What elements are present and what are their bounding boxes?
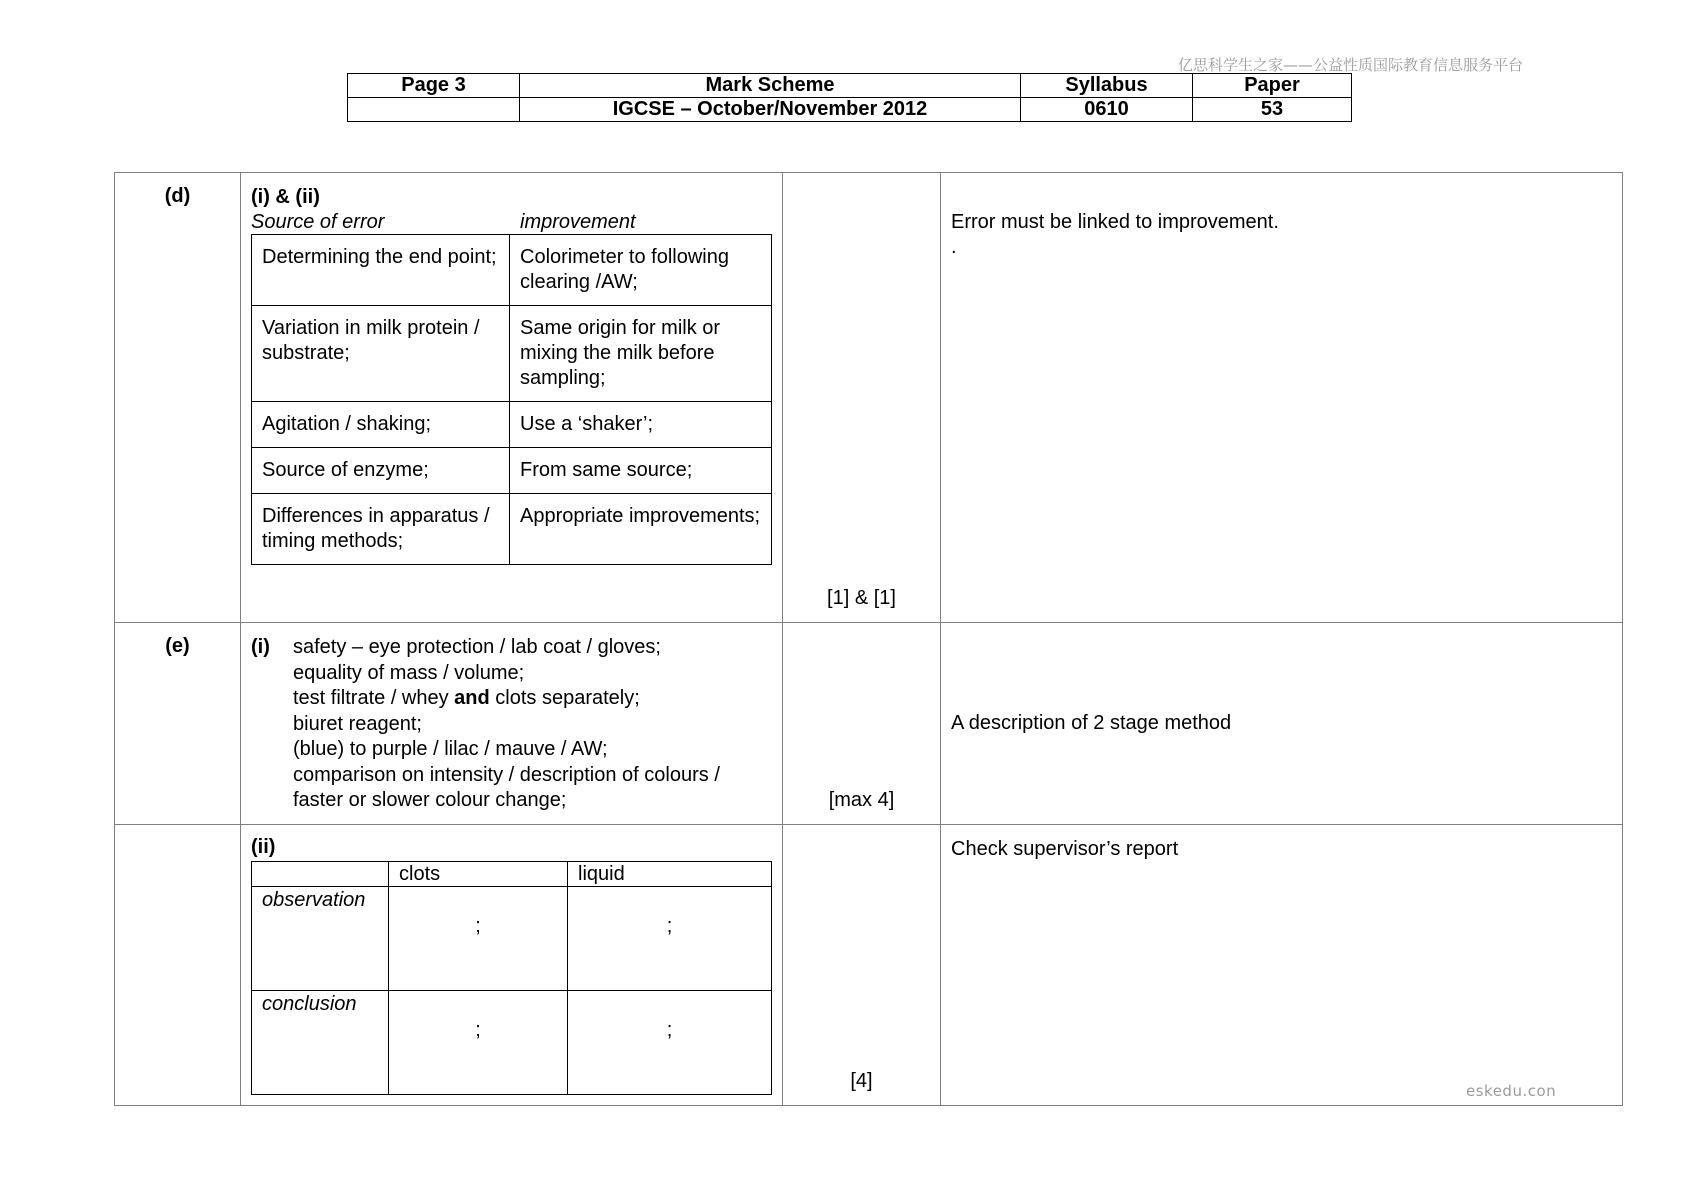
- answer-line-text: equality of mass / volume;: [293, 661, 525, 684]
- table-row: [252, 862, 772, 887]
- improvement-cell: Appropriate improvements;: [510, 494, 772, 565]
- table-row: [252, 402, 772, 448]
- table-row: [252, 448, 772, 494]
- question-label-e: (e): [115, 623, 241, 825]
- header-empty: [348, 98, 520, 122]
- header-title: Mark Scheme: [520, 74, 1021, 98]
- answer-line: [251, 635, 772, 661]
- header-table: [347, 73, 1352, 122]
- bold-and: and: [454, 687, 490, 709]
- answer-line: [251, 661, 772, 687]
- guidance-dot-d: .: [951, 236, 957, 258]
- question-row-d: [115, 173, 1623, 623]
- answer-line: [251, 763, 772, 789]
- part-label-e-ii: (ii): [251, 836, 276, 858]
- text-part: test filtrate / whey: [293, 687, 455, 709]
- answer-line-text: [293, 686, 640, 712]
- question-label-d: (d): [115, 173, 241, 623]
- error-cell: Variation in milk protein / substrate;: [252, 306, 510, 402]
- part-label-d: (i) & (ii): [251, 186, 320, 208]
- table-row: [252, 887, 772, 991]
- header-syllabus: 0610: [1021, 98, 1193, 122]
- row-header-observation: observation: [252, 887, 389, 991]
- header-page: Page 3: [348, 74, 520, 98]
- observation-clots-cell: ;: [389, 887, 568, 991]
- answer-line-text: safety – eye protection / lab coat / gloves;: [293, 636, 661, 658]
- observation-table: [251, 861, 772, 1095]
- row-header-conclusion: conclusion: [252, 991, 389, 1095]
- answer-line: [251, 737, 772, 763]
- table-row: [252, 235, 772, 306]
- guidance-e-i: A description of 2 stage method: [941, 623, 1623, 825]
- guidance-text-d: Error must be linked to improvement.: [951, 211, 1279, 233]
- table-row: [252, 494, 772, 565]
- question-row-e-i: [115, 623, 1623, 825]
- watermark-bottom: eskedu.con: [1466, 1082, 1557, 1100]
- table-row: [252, 991, 772, 1095]
- error-cell: Differences in apparatus / timing methods;: [252, 494, 510, 565]
- observation-liquid-cell: ;: [568, 887, 772, 991]
- answer-line: [251, 686, 772, 712]
- answer-line-text: comparison on intensity / description of colours /: [293, 763, 720, 786]
- error-cell: Determining the end point;: [252, 235, 510, 306]
- improvement-cell: From same source;: [510, 448, 772, 494]
- guidance-e-ii: Check supervisor’s report: [941, 825, 1623, 1106]
- part-label-e-i: (i): [251, 636, 270, 658]
- header-exam: IGCSE – October/November 2012: [520, 98, 1021, 122]
- improvement-cell: Colorimeter to following clearing /AW;: [510, 235, 772, 306]
- column-header-liquid: liquid: [568, 862, 772, 887]
- answer-line: [251, 788, 772, 814]
- marks-d: [1] & [1]: [783, 173, 941, 623]
- marks-e-ii: [4]: [783, 825, 941, 1106]
- answer-line-text: (blue) to purple / lilac / mauve / AW;: [293, 738, 608, 760]
- watermark-top: 亿思科学生之家——公益性质国际教育信息服务平台: [1178, 56, 1524, 74]
- answer-line-text: faster or slower colour change;: [293, 789, 567, 811]
- table-row: [252, 306, 772, 402]
- marks-e-i: [max 4]: [783, 623, 941, 825]
- answer-line: [251, 712, 772, 738]
- improvement-cell: Same origin for milk or mixing the milk before sampling;: [510, 306, 772, 402]
- error-cell: Agitation / shaking;: [252, 402, 510, 448]
- conclusion-liquid-cell: ;: [568, 991, 772, 1095]
- guidance-d: [941, 173, 1623, 623]
- answer-e-ii: [241, 825, 783, 1106]
- header-paper-label: Paper: [1193, 74, 1352, 98]
- improvement-cell: Use a ‘shaker’;: [510, 402, 772, 448]
- conclusion-clots-cell: ;: [389, 991, 568, 1095]
- text-part: clots separately;: [489, 687, 640, 709]
- error-cell: Source of enzyme;: [252, 448, 510, 494]
- question-label-empty: [115, 825, 241, 1106]
- heading-improvement: improvement: [520, 211, 636, 233]
- corner-cell: [252, 862, 389, 887]
- heading-source-of-error: Source of error: [251, 211, 385, 233]
- answer-e-i: [241, 623, 783, 825]
- answer-d: [241, 173, 783, 623]
- column-headings: [251, 210, 772, 234]
- header-paper: 53: [1193, 98, 1352, 122]
- mark-scheme-table: [114, 172, 1623, 1106]
- error-improvement-table: [251, 234, 772, 565]
- question-row-e-ii: [115, 825, 1623, 1106]
- column-header-clots: clots: [389, 862, 568, 887]
- answer-line-text: biuret reagent;: [293, 712, 422, 735]
- header-syllabus-label: Syllabus: [1021, 74, 1193, 98]
